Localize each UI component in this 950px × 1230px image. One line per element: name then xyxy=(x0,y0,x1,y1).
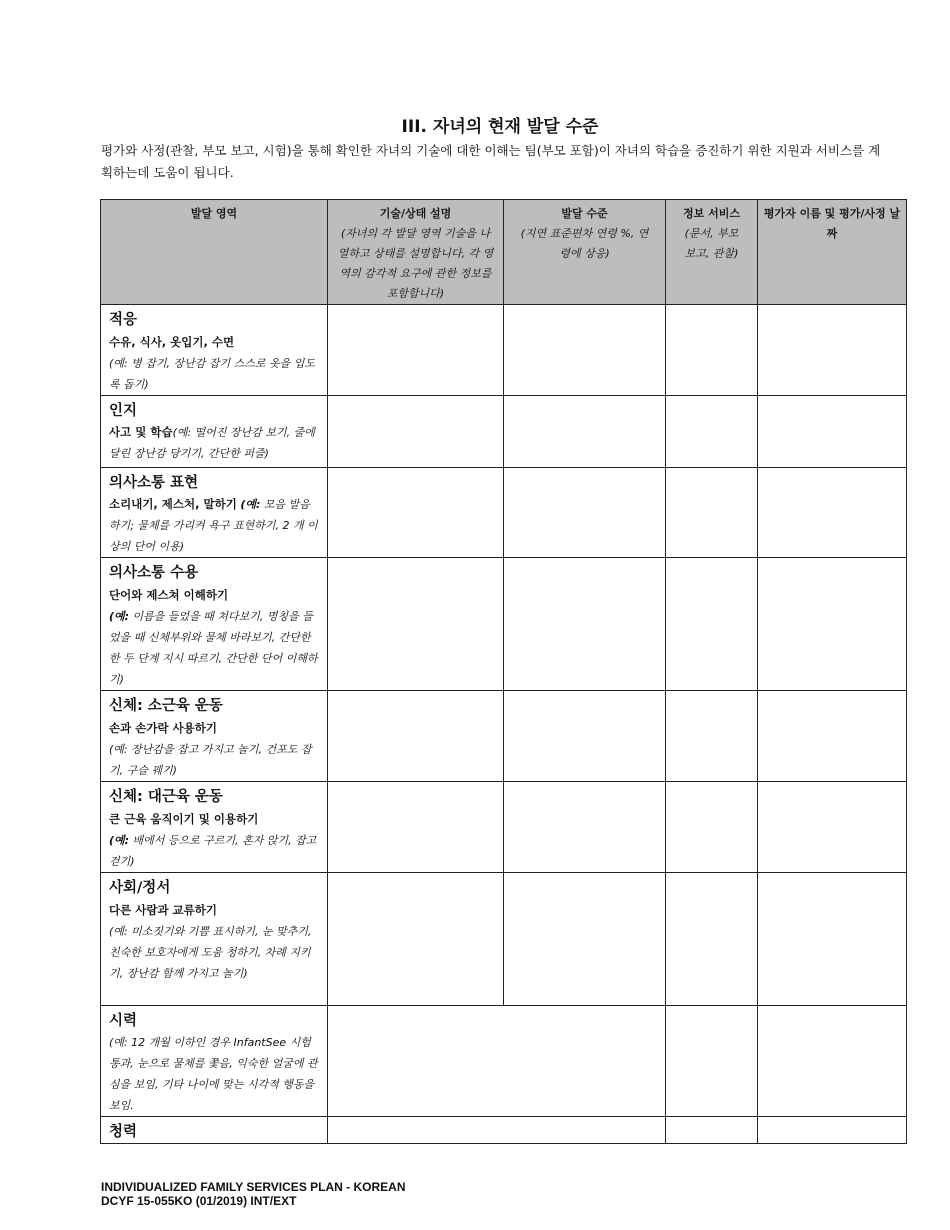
info-cell[interactable] xyxy=(666,305,758,396)
header-evaluator: 평가자 이름 및 평가/사정 날짜 xyxy=(758,200,907,305)
evaluator-cell[interactable] xyxy=(758,782,907,873)
evaluator-cell[interactable] xyxy=(758,305,907,396)
evaluator-cell[interactable] xyxy=(758,1006,907,1117)
row-social xyxy=(101,873,907,1006)
footer-form-number: DCYF 15-055KO (01/2019) INT/EXT xyxy=(101,1194,297,1208)
level-cell[interactable] xyxy=(504,873,666,1006)
header-info-sub: (문서, 부모 보고, 관찰) xyxy=(684,227,739,260)
level-cell[interactable] xyxy=(504,691,666,782)
skill-cell[interactable] xyxy=(328,558,504,691)
level-cell[interactable] xyxy=(504,305,666,396)
skill-level-cell[interactable] xyxy=(328,1006,666,1117)
skill-cell[interactable] xyxy=(328,396,504,468)
header-skill: 기술/상태 설명 (자녀의 각 발달 영역 기술을 나열하고 상태를 설명합니다, 각 영역의 감각적 요구에 관한 정보를 포함합니다) xyxy=(328,200,504,305)
skill-cell[interactable] xyxy=(328,782,504,873)
header-info: 정보 서비스 (문서, 부모 보고, 관찰) xyxy=(666,200,758,305)
area-fine-motor: 신체: 소근육 운동 손과 손가락 사용하기 (예: 장난감을 잡고 가지고 놀기, 건포도 잡기, 구슬 꿰기) xyxy=(101,691,328,782)
info-cell[interactable] xyxy=(666,873,758,1006)
area-hearing: 청력 xyxy=(101,1117,328,1144)
header-area: 발달 영역 xyxy=(101,200,328,305)
info-cell[interactable] xyxy=(666,396,758,468)
area-gross-motor: 신체: 대근육 운동 큰 근육 움직이기 및 이용하기 (예: 배에서 등으로 구르기, 혼자 앉기, 잡고 걷기) xyxy=(101,782,328,873)
skill-cell[interactable] xyxy=(328,468,504,558)
info-cell[interactable] xyxy=(666,1117,758,1144)
header-row xyxy=(101,200,907,305)
header-level-sub: (지연 표준편차 연령 %, 연령에 상응) xyxy=(520,227,649,260)
skill-cell[interactable] xyxy=(328,305,504,396)
area-expressive: 의사소통 표현 소리내기, 제스처, 말하기 (예: 모음 발음하기; 물체를 가리켜 욕구 표현하기, 2 개 이상의 단어 이용) xyxy=(101,468,328,558)
skill-cell[interactable] xyxy=(328,691,504,782)
page-title: III. 자녀의 현재 발달 수준 xyxy=(401,117,599,137)
info-cell[interactable] xyxy=(666,468,758,558)
level-cell[interactable] xyxy=(504,468,666,558)
evaluator-cell[interactable] xyxy=(758,396,907,468)
row-hearing xyxy=(101,1117,907,1144)
row-fine-motor xyxy=(101,691,907,782)
row-receptive xyxy=(101,558,907,691)
info-cell[interactable] xyxy=(666,691,758,782)
row-gross-motor xyxy=(101,782,907,873)
evaluator-cell[interactable] xyxy=(758,873,907,1006)
evaluator-cell[interactable] xyxy=(758,468,907,558)
skill-cell[interactable] xyxy=(328,873,504,1006)
header-level: 발달 수준 (지연 표준편차 연령 %, 연령에 상응) xyxy=(504,200,666,305)
area-adaptive: 적응 수유, 식사, 옷입기, 수면 (예: 병 잡기, 장난감 잡기 스스로 옷을 입도록 돕기) xyxy=(101,305,328,396)
evaluator-cell[interactable] xyxy=(758,558,907,691)
footer-form-title: INDIVIDUALIZED FAMILY SERVICES PLAN - KOREAN xyxy=(101,1180,406,1194)
info-cell[interactable] xyxy=(666,782,758,873)
row-cognitive xyxy=(101,396,907,468)
footer xyxy=(101,1180,405,1208)
level-cell[interactable] xyxy=(504,782,666,873)
area-social: 사회/정서 다른 사람과 교류하기 (예: 미소짓기와 기쁨 표시하기, 눈 맞추기, 친숙한 보호자에게 도움 청하기, 차례 지키기, 장난감 함께 가지고 놀기) xyxy=(101,873,328,1006)
evaluator-cell[interactable] xyxy=(758,1117,907,1144)
area-cognitive: 인지 사고 및 학습(예: 떨어진 장난감 보기, 줄에 달린 장난감 당기기, 간단한 퍼즐) xyxy=(101,396,328,468)
info-cell[interactable] xyxy=(666,558,758,691)
area-vision: 시력 (예: 12 개월 이하인 경우 InfantSee 시험 통과, 눈으로 물체를 쫓음, 익숙한 얼굴에 관심을 보임, 기타 나이에 맞는 시각적 행동을 보임. xyxy=(101,1006,328,1117)
row-vision xyxy=(101,1006,907,1117)
evaluator-cell[interactable] xyxy=(758,691,907,782)
level-cell[interactable] xyxy=(504,558,666,691)
level-cell[interactable] xyxy=(504,396,666,468)
development-table xyxy=(100,199,907,1144)
row-expressive xyxy=(101,468,907,558)
intro-paragraph: 평가와 사정(관찰, 부모 보고, 시험)을 통해 확인한 자녀의 기술에 대한 이해는 팀(부모 포함)이 자녀의 학습을 증진하기 위한 지원과 서비스를 계획하는데 도움이 됩니다. xyxy=(101,143,881,180)
row-adaptive xyxy=(101,305,907,396)
area-receptive: 의사소통 수용 단어와 제스쳐 이해하기 (예: 이름을 들었을 때 쳐다보기, 명칭을 들었을 때 신체부위와 물체 바라보기, 간단한 한 두 단계 지시 따르기, 간단한 단어 이해하기) xyxy=(101,558,328,691)
header-skill-sub: (자녀의 각 발달 영역 기술을 나열하고 상태를 설명합니다, 각 영역의 감각적 요구에 관한 정보를 포함합니다) xyxy=(337,227,494,300)
skill-level-cell[interactable] xyxy=(328,1117,666,1144)
info-cell[interactable] xyxy=(666,1006,758,1117)
